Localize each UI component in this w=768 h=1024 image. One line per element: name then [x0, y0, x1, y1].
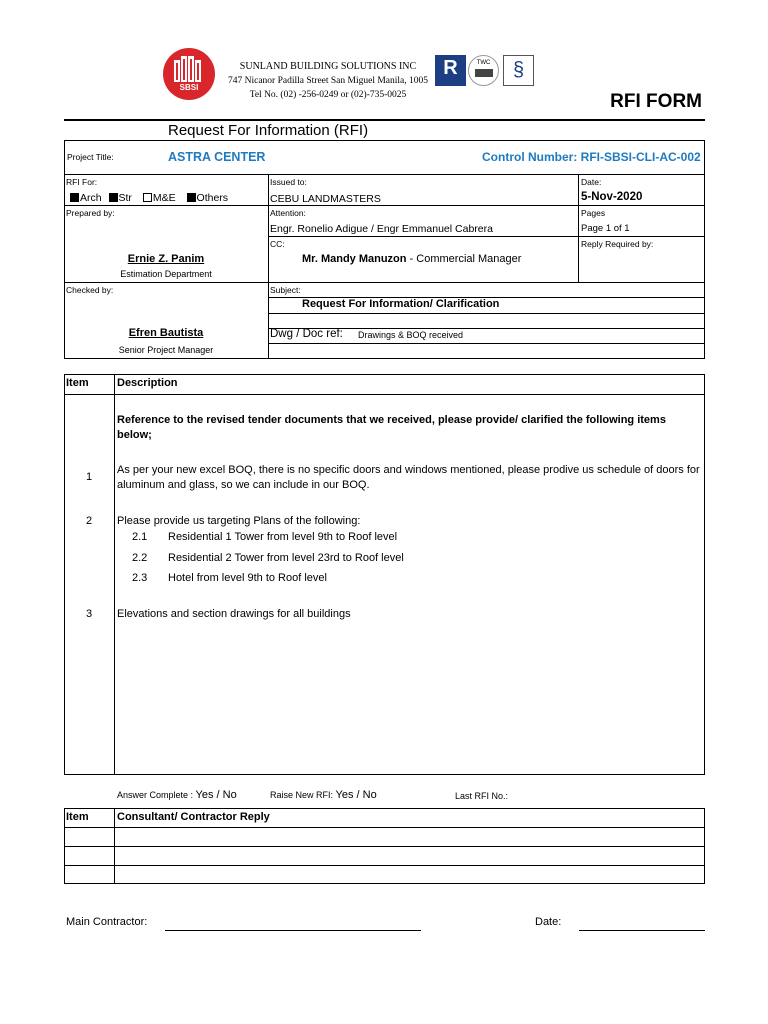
item-number: 2 [85, 515, 93, 527]
col-divider [114, 374, 115, 775]
reply-item-header: Item [66, 811, 89, 823]
dwg-label: Dwg / Doc ref: [270, 328, 343, 340]
pages-label: Pages [581, 208, 606, 218]
attention-value: Engr. Ronelio Adigue / Engr Emmanuel Cabrera [270, 223, 493, 235]
rfi-for-options [70, 192, 228, 204]
main-contractor-signature-line[interactable] [165, 930, 421, 931]
option-arch[interactable]: Arch [70, 192, 102, 204]
subject-value: Request For Information/ Clarification [302, 298, 500, 310]
reply-header: Consultant/ Contractor Reply [117, 811, 270, 823]
checkbox-icon [187, 193, 196, 202]
col-divider [578, 174, 579, 282]
checked-by-role: Senior Project Manager [118, 345, 214, 355]
company-name: SUNLAND BUILDING SOLUTIONS INC [239, 61, 417, 72]
attention-label: Attention: [270, 208, 306, 218]
rfi-for-label: RFI For: [66, 177, 98, 187]
cc-name: Mr. Mandy Manuzon [302, 253, 407, 265]
company-logo [163, 48, 215, 100]
item-number: 1 [85, 471, 93, 483]
row-divider [64, 205, 268, 206]
description-header: Description [117, 377, 178, 389]
prepared-by-label: Prepared by: [66, 208, 115, 218]
issued-to-value: CEBU LANDMASTERS [270, 193, 381, 205]
dwg-value: Drawings & BOQ received [358, 330, 464, 340]
control-number-label: Control Number: [482, 150, 578, 164]
checkbox-icon [143, 193, 152, 202]
description-intro: Reference to the revised tender documents that we received, please provide/ clarified the following items below; [117, 414, 666, 441]
reply-row [64, 827, 705, 828]
issued-to-label: Issued to: [270, 177, 307, 187]
company-address: 747 Nicanor Padilla Street San Miguel Manila, 1005 [228, 76, 428, 86]
form-subtitle: Request For Information (RFI) [168, 122, 369, 139]
reply-required-label: Reply Required by: [581, 239, 654, 249]
form-title: RFI FORM [610, 91, 702, 112]
raise-new-rfi-value[interactable]: Yes / No [335, 789, 377, 801]
twc-badge: TWC [468, 55, 499, 86]
checked-by-name: Efren Bautista [128, 327, 204, 339]
checked-by-label: Checked by: [66, 285, 114, 295]
footer-date-line[interactable] [579, 930, 705, 931]
item-text: Please provide us targeting Plans of the following: [117, 515, 361, 527]
sub-item-number: 2.3 [132, 572, 148, 584]
sub-item-number: 2.1 [132, 531, 148, 543]
cc-role: - Commercial Manager [406, 253, 522, 265]
checkbox-icon [109, 193, 118, 202]
subject-label: Subject: [270, 285, 301, 295]
row-divider [268, 205, 705, 206]
sub-item-text: Residential 2 Tower from level 23rd to Roof level [168, 552, 404, 564]
answer-complete-value[interactable]: Yes / No [195, 789, 237, 801]
project-title-value: ASTRA CENTER [168, 150, 266, 164]
reply-row [64, 865, 705, 866]
cc-label: CC: [270, 239, 285, 249]
answer-complete: Answer Complete : Yes / No [117, 789, 237, 801]
option-others[interactable]: Others [187, 192, 229, 204]
prepared-by-dept: Estimation Department [120, 269, 212, 279]
section-badge: § [503, 55, 534, 86]
logo-text: SBSI [179, 83, 199, 92]
item-header: Item [66, 377, 89, 389]
item-text: As per your new excel BOQ, there is no specific doors and windows mentioned, please prodive us schedule of doors for aluminum and glass, so we can include in our BOQ. [117, 464, 700, 491]
col-divider [114, 808, 115, 884]
last-rfi-label: Last RFI No.: [455, 791, 509, 801]
row-divider [268, 343, 705, 344]
col-divider [268, 174, 269, 359]
option-me[interactable]: M&E [143, 192, 176, 204]
reply-row [64, 846, 705, 847]
pages-value: Page 1 of 1 [581, 223, 630, 234]
table-header-rule [64, 394, 705, 395]
row-divider [268, 313, 705, 314]
date-value: 5-Nov-2020 [581, 191, 643, 203]
company-tel: Tel No. (02) -256-0249 or (02)-735-0025 [249, 90, 407, 100]
main-contractor-label: Main Contractor: [66, 916, 148, 928]
sub-item-text: Hotel from level 9th to Roof level [168, 572, 327, 584]
row-divider [64, 282, 705, 283]
prepared-by-name: Ernie Z. Panim [127, 253, 205, 265]
item-text: Elevations and section drawings for all buildings [117, 608, 351, 620]
reynaers-badge: R [435, 55, 466, 86]
sub-item-text: Residential 1 Tower from level 9th to Roof level [168, 531, 398, 543]
title-rule [64, 119, 705, 121]
sub-item-number: 2.2 [132, 552, 148, 564]
control-number-value: RFI-SBSI-CLI-AC-002 [580, 150, 701, 164]
building-icon [163, 48, 215, 100]
cc-value [302, 253, 521, 265]
checkbox-icon [70, 193, 79, 202]
row-divider [268, 236, 705, 237]
control-number [482, 150, 701, 164]
option-str[interactable]: Str [109, 192, 132, 204]
date-label: Date: [581, 177, 602, 187]
footer-date-label: Date: [535, 916, 562, 928]
project-title-label: Project Title: [67, 152, 114, 162]
item-number: 3 [85, 608, 93, 620]
company-block [228, 60, 428, 102]
row-divider [64, 174, 705, 175]
raise-new-rfi: Raise New RFI: Yes / No [270, 789, 377, 801]
